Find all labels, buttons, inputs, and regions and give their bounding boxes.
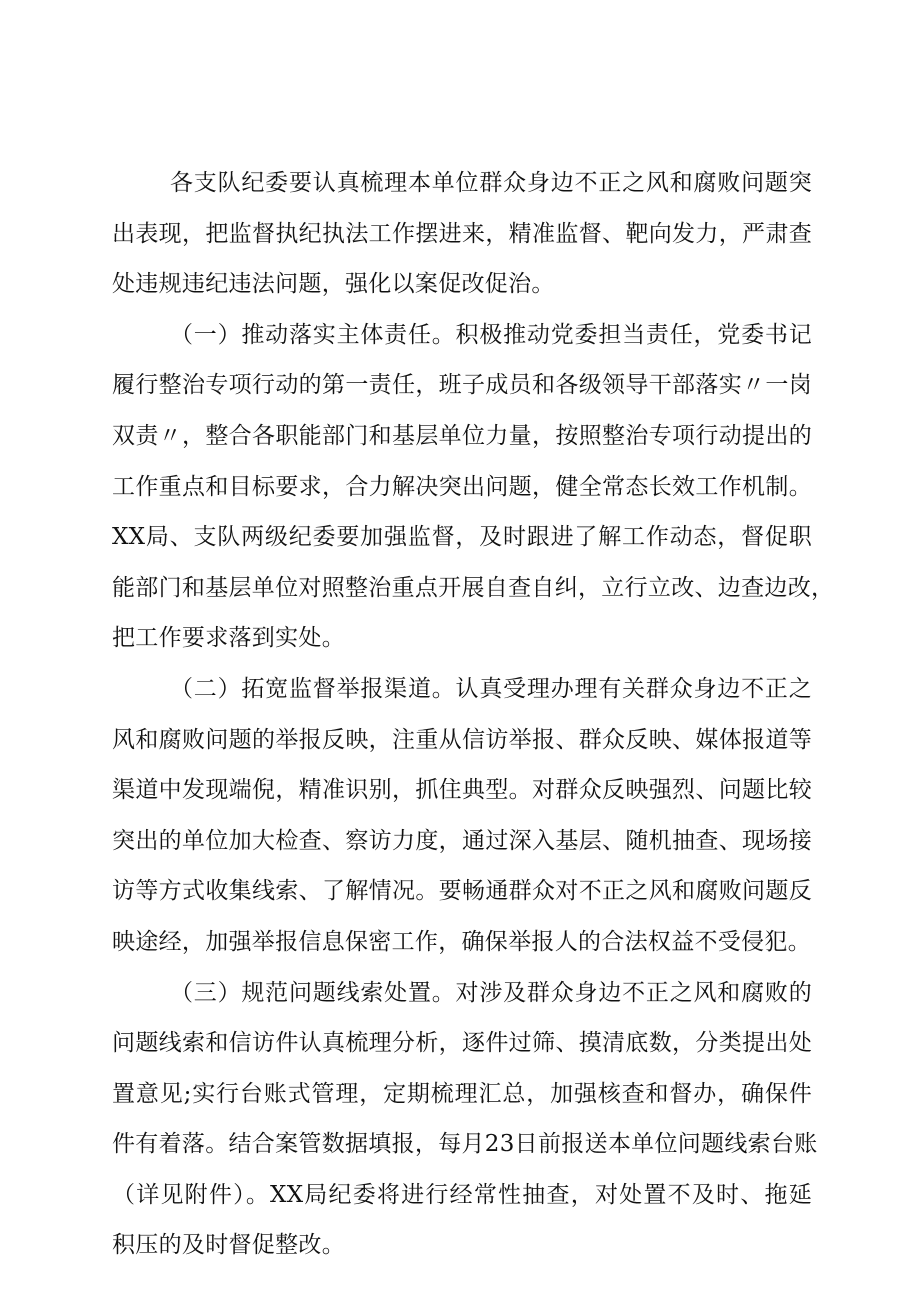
text-line: 双责〃，整合各职能部门和基层单位力量，按照整治专项行动提出的 bbox=[112, 422, 812, 449]
text-line: 问题线索和信访件认真梳理分析，逐件过筛、摸清底数，分类提出处 bbox=[112, 1030, 812, 1057]
text-line: 映途经，加强举报信息保密工作，确保举报人的合法权益不受侵犯。 bbox=[112, 928, 811, 955]
text-line: 工作重点和目标要求，合力解决突出问题，健全常态长效工作机制。 bbox=[112, 473, 812, 500]
text-line: 突出的单位加大检查、察访力度，通过深入基层、随机抽查、现场接 bbox=[112, 827, 812, 854]
paragraph-intro bbox=[112, 158, 812, 310]
text-line: 出表现，把监督执纪执法工作摆进来，精准监督、靶向发力，严肃查 bbox=[112, 220, 812, 247]
paragraph-section-1 bbox=[112, 310, 835, 664]
text-line: 处违规违纪违法问题，强化以案促改促治。 bbox=[112, 271, 555, 298]
document-body bbox=[112, 158, 835, 1271]
text-line: 能部门和基层单位对照整治重点开展自查自纠，立行立改、边查边改， bbox=[112, 574, 835, 601]
text-line: （详见附件）。XX局纪委将进行经常性抽查，对处置不及时、拖延 bbox=[112, 1181, 812, 1208]
text-line: （二）拓宽监督举报渠道。认真受理办理有关群众身边不正之 bbox=[170, 675, 812, 702]
text-line: 积压的及时督促整改。 bbox=[112, 1232, 345, 1259]
text-line: 渠道中发现端倪，精准识别，抓住典型。对群众反映强烈、问题比较 bbox=[112, 777, 812, 804]
text-line: 风和腐败问题的举报反映，注重从信访举报、群众反映、媒体报道等 bbox=[112, 726, 812, 753]
text-line: 各支队纪委要认真梳理本单位群众身边不正之风和腐败问题突 bbox=[170, 170, 812, 196]
text-line: 件有着落。结合案管数据填报，每月23日前报送本单位问题线索台账 bbox=[112, 1131, 818, 1158]
text-line: XX局、支队两级纪委要加强监督，及时跟进了解工作动态，督促职 bbox=[112, 524, 812, 551]
text-line: （三）规范问题线索处置。对涉及群众身边不正之风和腐败的 bbox=[170, 979, 812, 1006]
text-line: 访等方式收集线索、了解情况。要畅通群众对不正之风和腐败问题反 bbox=[112, 878, 812, 905]
text-line: 履行整治专项行动的第一责任，班子成员和各级领导干部落实〃一岗 bbox=[112, 372, 812, 399]
paragraph-section-2 bbox=[112, 664, 812, 968]
text-line: 把工作要求落到实处。 bbox=[112, 625, 345, 652]
paragraph-section-3 bbox=[112, 968, 818, 1272]
text-line: （一）推动落实主体责任。积极推动党委担当责任，党委书记 bbox=[170, 321, 812, 348]
text-line: 置意见;实行台账式管理，定期梳理汇总，加强核查和督办，确保件 bbox=[112, 1080, 812, 1107]
